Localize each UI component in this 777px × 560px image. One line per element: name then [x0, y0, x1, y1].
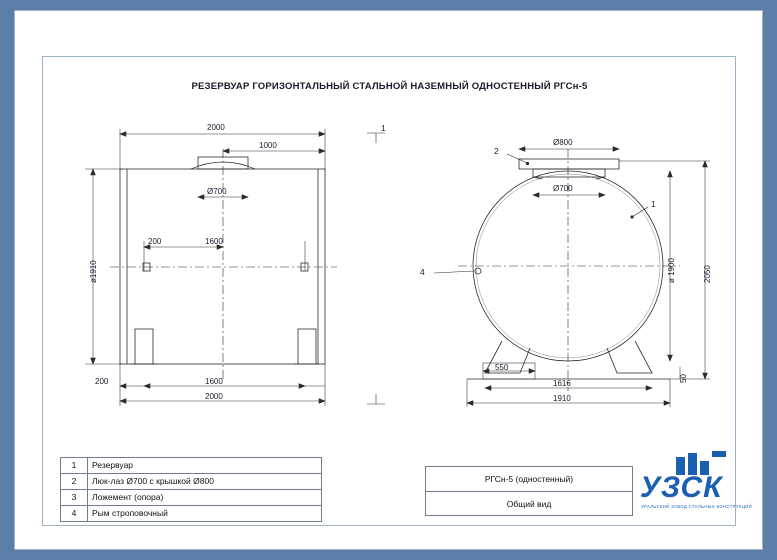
callout-1: 1 [651, 199, 656, 209]
dim-front-bottom-overall: 2000 [205, 392, 223, 401]
callout-2: 2 [494, 146, 499, 156]
legend-num: 2 [61, 474, 88, 490]
stamp-product: РГСн-5 (одностенный) [426, 467, 632, 492]
logo-subtitle: УРАЛЬСКИЙ ЗАВОД СТАЛЬНЫХ КОНСТРУКЦИЙ [641, 504, 753, 509]
legend-num: 4 [61, 506, 88, 522]
dim-side-body-d: ø 1900 [667, 258, 676, 283]
legend-table [60, 457, 322, 522]
table-row [61, 490, 322, 506]
legend-name: Ложемент (опора) [88, 490, 322, 506]
table-row [61, 474, 322, 490]
dim-side-manhole-d: Ø700 [553, 184, 573, 193]
dim-front-body-height: ø1910 [89, 260, 98, 283]
dim-front-manhole-d: Ø700 [207, 187, 227, 196]
dim-side-cap-d: Ø800 [553, 138, 573, 147]
dim-side-base-width: 1910 [553, 394, 571, 403]
legend-name: Люк-лаз Ø700 с крышкой Ø800 [88, 474, 322, 490]
table-row [61, 506, 322, 522]
title-block [425, 466, 633, 516]
company-logo [640, 451, 765, 519]
dim-side-support-span: 1616 [553, 379, 571, 388]
stamp-view: Общий вид [506, 499, 552, 509]
logo-text: УЗСК [640, 471, 723, 504]
dim-front-support-span: 1600 [205, 237, 223, 246]
dim-front-bottom-span: 1600 [205, 377, 223, 386]
table-row [61, 458, 322, 474]
legend-num: 3 [61, 490, 88, 506]
legend-name: Резервуар [88, 458, 322, 474]
dim-side-total-height: 2050 [703, 265, 712, 283]
dim-front-overall-top: 2000 [207, 123, 225, 132]
callout-4: 4 [420, 267, 425, 277]
dim-side-support-height: 50 [679, 374, 688, 383]
section-mark-1: 1 [381, 123, 386, 133]
legend-num: 1 [61, 458, 88, 474]
legend-name: Рым строповочный [88, 506, 322, 522]
dim-front-bottom-left: 200 [95, 377, 109, 386]
dim-side-support-width: 550 [495, 363, 509, 372]
page-title: РЕЗЕРВУАР ГОРИЗОНТАЛЬНЫЙ СТАЛЬНОЙ НАЗЕМНЫЙ ОДНОСТЕННЫЙ РГСн-5 [191, 81, 588, 92]
dim-front-support-offset: 200 [148, 237, 162, 246]
drawing-sheet [14, 10, 763, 550]
dim-front-manhole-offset: 1000 [259, 141, 277, 150]
